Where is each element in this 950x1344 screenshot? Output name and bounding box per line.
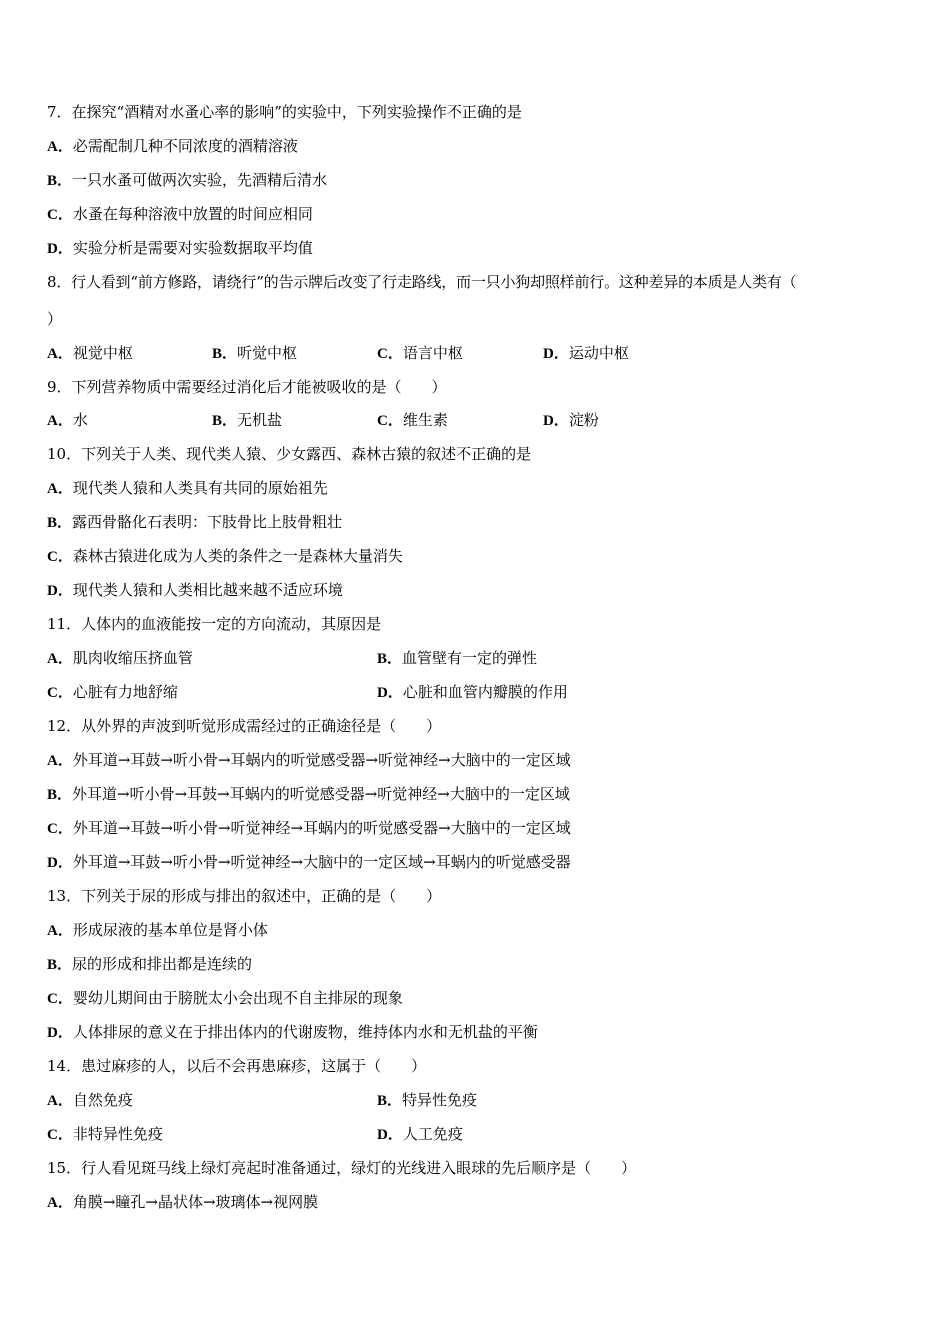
option-letter: A．: [47, 923, 73, 939]
question-11-option-d: [377, 681, 568, 704]
option-text: 肌肉收缩压挤血管: [72, 649, 193, 667]
question-10-option-d: [47, 579, 343, 601]
option-letter: A．: [47, 139, 73, 155]
option-text: 视觉中枢: [72, 344, 133, 362]
question-14-option-a: [47, 1089, 133, 1112]
option-text: 血管壁有一定的弹性: [402, 649, 538, 667]
question-7-option-b: [47, 169, 327, 191]
option-text: 无机盐: [237, 411, 283, 429]
question-12-option-b: [47, 783, 570, 805]
question-11-option-b: [377, 647, 537, 670]
option-text: 一只水蚤可做两次实验，先酒精后清水: [72, 171, 328, 189]
option-letter: D．: [47, 241, 73, 257]
question-13-option-b: [47, 953, 252, 975]
question-14-stem: 14．患过麻疹的人，以后不会再患麻疹，这属于（ ）: [47, 1057, 427, 1075]
question-7-option-a: [47, 135, 298, 157]
option-letter: D．: [377, 685, 403, 701]
option-text: 外耳道→听小骨→耳鼓→耳蜗内的听觉感受器→听觉神经→大脑中的一定区域: [72, 785, 570, 803]
question-7-option-d: [47, 237, 313, 259]
option-letter: A．: [47, 651, 73, 667]
question-9-option-c: [377, 409, 448, 432]
option-text: 形成尿液的基本单位是肾小体: [72, 921, 268, 939]
question-14-option-d: [377, 1123, 463, 1146]
option-text: 运动中枢: [568, 344, 629, 362]
question-12-stem: 12．从外界的声波到听觉形成需经过的正确途径是（ ）: [47, 717, 442, 735]
option-letter: D．: [377, 1127, 403, 1143]
option-text: 婴幼儿期间由于膀胱太小会出现不自主排尿的现象: [72, 989, 403, 1007]
option-letter: B．: [47, 957, 73, 973]
question-15-option-a: [47, 1191, 318, 1213]
option-letter: D．: [47, 855, 73, 871]
option-text: 特异性免疫: [402, 1091, 478, 1109]
question-14-options-row-1: [47, 1089, 907, 1111]
option-text: 心脏和血管内瓣膜的作用: [402, 683, 568, 701]
option-text: 外耳道→耳鼓→听小骨→听觉神经→耳蜗内的听觉感受器→大脑中的一定区域: [72, 819, 571, 837]
question-7-option-c: [47, 203, 313, 225]
question-14-option-b: [377, 1089, 477, 1112]
question-13-option-a: [47, 919, 268, 941]
option-text: 现代类人猿和人类相比越来越不适应环境: [72, 581, 343, 599]
option-text: 露西骨骼化石表明：下肢骨比上肢骨粗壮: [72, 513, 343, 531]
question-9-stem: 9．下列营养物质中需要经过消化后才能被吸收的是（ ）: [47, 378, 447, 396]
question-13-option-c: [47, 987, 403, 1009]
question-11-option-a: [47, 647, 193, 670]
question-9-option-d: [543, 409, 599, 432]
option-text: 实验分析是需要对实验数据取平均值: [72, 239, 313, 257]
question-8-option-a: [47, 342, 133, 365]
option-text: 人体排尿的意义在于排出体内的代谢废物，维持体内水和无机盐的平衡: [72, 1023, 538, 1041]
option-letter: B．: [212, 413, 238, 429]
question-9-option-a: [47, 409, 88, 432]
option-letter: D．: [47, 583, 73, 599]
option-text: 水: [72, 411, 88, 429]
option-letter: A．: [47, 1195, 73, 1211]
option-text: 现代类人猿和人类具有共同的原始祖先: [72, 479, 328, 497]
option-text: 淀粉: [568, 411, 599, 429]
option-letter: C．: [47, 685, 73, 701]
option-text: 尿的形成和排出都是连续的: [72, 955, 253, 973]
question-10-option-a: [47, 477, 328, 499]
option-letter: A．: [47, 1093, 73, 1109]
option-text: 水蚤在每种溶液中放置的时间应相同: [72, 205, 313, 223]
question-10-option-b: [47, 511, 342, 533]
option-letter: C．: [377, 346, 403, 362]
option-text: 外耳道→耳鼓→听小骨→听觉神经→大脑中的一定区域→耳蜗内的听觉感受器: [72, 853, 571, 871]
question-11-option-c: [47, 681, 178, 704]
question-13-stem: 13．下列关于尿的形成与排出的叙述中，正确的是（ ）: [47, 887, 442, 905]
option-letter: B．: [377, 651, 403, 667]
question-10-option-c: [47, 545, 403, 567]
question-8-option-b: [212, 342, 297, 365]
option-letter: B．: [212, 346, 238, 362]
option-text: 必需配制几种不同浓度的酒精溶液: [72, 137, 298, 155]
question-11-options-row-2: [47, 681, 907, 703]
option-letter: B．: [47, 787, 73, 803]
question-8-option-c: [377, 342, 463, 365]
question-12-option-a: [47, 749, 571, 771]
option-letter: C．: [377, 413, 403, 429]
option-letter: A．: [47, 346, 73, 362]
option-text: 森林古猿进化成为人类的条件之一是森林大量消失: [72, 547, 403, 565]
option-letter: C．: [47, 549, 73, 565]
question-8-options: [47, 342, 907, 364]
question-14-options-row-2: [47, 1123, 907, 1145]
option-letter: D．: [543, 413, 569, 429]
question-15-stem: 15．行人看见斑马线上绿灯亮起时准备通过，绿灯的光线进入眼球的先后顺序是（ ）: [47, 1159, 637, 1177]
question-12-option-c: [47, 817, 571, 839]
question-11-stem: 11．人体内的血液能按一定的方向流动，其原因是: [47, 615, 382, 633]
question-9-option-b: [212, 409, 282, 432]
option-letter: A．: [47, 413, 73, 429]
question-7-stem: 7．在探究“酒精对水蚤心率的影响”的实验中，下列实验操作不正确的是: [47, 103, 522, 121]
option-letter: C．: [47, 1127, 73, 1143]
question-9-options: [47, 409, 907, 431]
question-10-stem: 10．下列关于人类、现代类人猿、少女露西、森林古猿的叙述不正确的是: [47, 445, 532, 463]
option-text: 外耳道→耳鼓→听小骨→耳蜗内的听觉感受器→听觉神经→大脑中的一定区域: [72, 751, 571, 769]
option-text: 角膜→瞳孔→晶状体→玻璃体→视网膜: [72, 1193, 319, 1211]
option-letter: A．: [47, 481, 73, 497]
option-text: 维生素: [402, 411, 448, 429]
option-letter: C．: [47, 821, 73, 837]
option-letter: A．: [47, 753, 73, 769]
option-letter: C．: [47, 991, 73, 1007]
question-11-options-row-1: [47, 647, 907, 669]
question-14-option-c: [47, 1123, 163, 1146]
option-text: 心脏有力地舒缩: [72, 683, 178, 701]
option-text: 人工免疫: [402, 1125, 463, 1143]
option-letter: B．: [47, 515, 73, 531]
question-8-stem-continued: ）: [47, 310, 63, 328]
option-letter: C．: [47, 207, 73, 223]
question-12-option-d: [47, 851, 571, 873]
option-letter: B．: [377, 1093, 403, 1109]
option-text: 语言中枢: [402, 344, 463, 362]
option-letter: B．: [47, 173, 73, 189]
option-text: 自然免疫: [72, 1091, 133, 1109]
question-13-option-d: [47, 1021, 538, 1043]
option-letter: D．: [543, 346, 569, 362]
option-text: 听觉中枢: [237, 344, 298, 362]
question-8-stem: 8．行人看到“前方修路，请绕行”的告示牌后改变了行走路线，而一只小狗却照样前行。这种差异的本质是人类有（: [47, 273, 797, 291]
question-8-option-d: [543, 342, 629, 365]
option-text: 非特异性免疫: [72, 1125, 163, 1143]
option-letter: D．: [47, 1025, 73, 1041]
